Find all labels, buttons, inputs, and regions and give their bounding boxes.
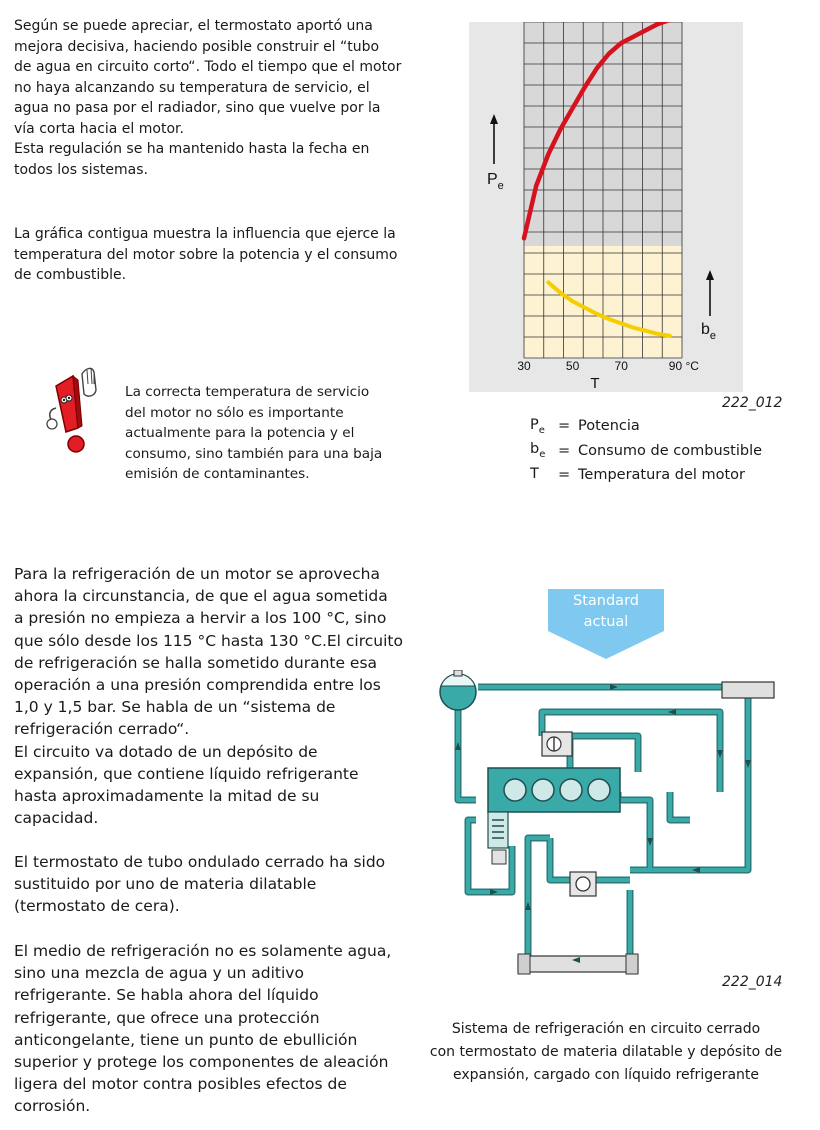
- text-line: mejora decisiva, haciendo posible construir el “tubo: [14, 38, 380, 55]
- text-line: capacidad.: [14, 809, 99, 828]
- text-line: Esta regulación se ha mantenido hasta la fecha en: [14, 141, 370, 157]
- text-line: ligera del motor contra posibles efectos de: [14, 1075, 347, 1094]
- text-line: La gráfica contigua muestra la influencia que ejerce la: [14, 226, 396, 242]
- legend-row: $b_e$ = Consumo de combustible: [530, 441, 763, 461]
- x-tick-label: 90 °C: [668, 359, 699, 373]
- text-line: ahora la circunstancia, de que el agua sometida: [14, 587, 388, 606]
- text-line: refrigerante, que ofrece una protección: [14, 1008, 320, 1027]
- legend-description: Potencia: [578, 418, 640, 435]
- text-line: expansión, que contiene líquido refrigerante: [14, 764, 359, 783]
- graph-intro-paragraph: [14, 224, 397, 286]
- text-line: sustituido por uno de materia dilatable: [14, 875, 317, 894]
- text-line: de refrigeración se halla sometido durante esa: [14, 653, 378, 672]
- heat-exchanger-icon: [518, 954, 638, 974]
- text-line: agua no pasa por el radiador, sino que vuelve por la: [14, 100, 381, 116]
- text-line: sino una mezcla de agua y un aditivo: [14, 964, 304, 983]
- text-line: de agua en circuito corto“. Todo el tiempo que el motor: [14, 59, 402, 75]
- legend-description: Temperatura del motor: [578, 467, 746, 484]
- intro-paragraph: [14, 16, 401, 180]
- text-line: todos los sistemas.: [14, 161, 148, 178]
- chart-legend: [530, 414, 762, 488]
- text-line: superior y protege los componentes de aleación: [14, 1053, 389, 1072]
- caption-line: expansión, cargado con líquido refrigerante: [452, 1067, 760, 1083]
- text-line: temperatura del motor sobre la potencia y el consumo: [14, 246, 398, 263]
- cooling-paragraph-1: [14, 563, 403, 829]
- temperature-performance-chart: [469, 22, 743, 392]
- figure-code-diagram: 222_014: [722, 974, 783, 990]
- diagram-caption: [418, 1018, 794, 1087]
- x-axis-label: T: [590, 375, 600, 392]
- legend-description: Consumo de combustible: [578, 442, 763, 459]
- exclamation-mascot-icon: [42, 362, 108, 454]
- heater-valve-icon: [542, 732, 572, 756]
- coolant-pump-icon: [570, 872, 596, 896]
- pe-label: $P_e$: [487, 171, 504, 192]
- text-line: Para la refrigeración de un motor se aprovecha: [14, 565, 380, 583]
- text-line: refrigeración cerrado“.: [14, 720, 190, 739]
- text-line: emisión de contaminantes.: [125, 466, 310, 482]
- cooling-paragraph-3: [14, 940, 391, 1118]
- x-tick-label: 70: [614, 359, 628, 373]
- text-line: del motor no sólo es importante: [125, 404, 344, 421]
- warning-note: [125, 382, 385, 485]
- text-line: hasta aproximadamente la mitad de su: [14, 787, 320, 806]
- text-line: consumo, sino también para una baja: [125, 445, 383, 462]
- text-line: Según se puede apreciar, el termostato aportó una: [14, 18, 373, 34]
- text-line: que sólo desde los 115 °C hasta 130 °C.El circuito: [14, 631, 403, 650]
- expansion-tank-icon: [440, 670, 476, 710]
- text-line: de combustible.: [14, 267, 127, 283]
- text-line: anticongelante, tiene un punto de ebullición: [14, 1030, 358, 1049]
- text-line: a presión no empieza a hervir a los 100 °C, sino: [14, 609, 387, 628]
- figure-code-chart: 222_012: [722, 395, 783, 411]
- text-line: La correcta temperatura de servicio: [125, 384, 370, 400]
- text-line: corrosión.: [14, 1097, 91, 1116]
- caption-line: Sistema de refrigeración en circuito cerrado: [451, 1021, 761, 1037]
- text-line: no haya alcanzando su temperatura de servicio, el: [14, 79, 370, 96]
- text-line: El medio de refrigeración no es solamente agua,: [14, 942, 392, 960]
- legend-row: T = Temperatura del motor: [530, 465, 746, 484]
- caption-line: con termostato de materia dilatable y depósito de: [429, 1044, 783, 1060]
- text-line: refrigerante. Se habla ahora del líquido: [14, 986, 319, 1005]
- cooling-circuit-diagram: [430, 670, 780, 982]
- text-line: actualmente para la potencia y el: [125, 425, 355, 441]
- legend-row: $P_e$ = Potencia: [530, 416, 640, 436]
- engine-block-icon: [488, 768, 620, 864]
- cooling-paragraph-2: [14, 851, 385, 918]
- text-line: operación a una presión comprendida entre los: [14, 676, 381, 695]
- x-tick-label: 30: [517, 359, 531, 373]
- x-tick-label: 50: [565, 359, 580, 373]
- radiator-icon: [722, 682, 774, 698]
- text-line: vía corta hacia el motor.: [14, 120, 184, 137]
- text-line: 1,0 y 1,5 bar. Se habla de un “sistema de: [14, 698, 336, 717]
- be-label: $b_e$: [701, 321, 717, 342]
- text-line: El termostato de tubo ondulado cerrado ha sido: [14, 853, 386, 871]
- standard-label: Standard actual: [573, 593, 639, 630]
- text-line: El circuito va dotado de un depósito de: [14, 742, 318, 761]
- text-line: (termostato de cera).: [14, 897, 180, 916]
